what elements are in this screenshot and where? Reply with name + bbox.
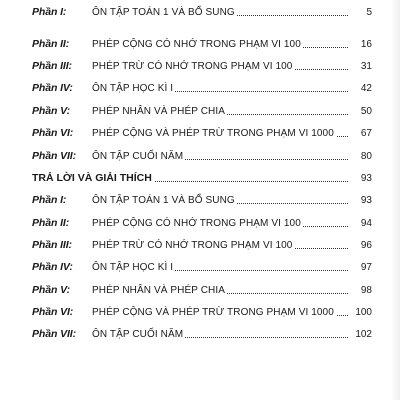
part-label: Phần IV:: [32, 82, 73, 94]
toc-row: [0, 237, 400, 251]
toc-row: [0, 215, 400, 229]
part-label: Phần IV:: [32, 261, 73, 273]
section-title: TRẢ LỜI VÀ GIẢI THÍCH: [32, 172, 152, 184]
chapter-title: ÔN TẬP HỌC KÌ I: [92, 83, 174, 94]
toc-row: [0, 103, 400, 117]
toc-row: [0, 304, 400, 318]
chapter-title: PHÉP CỘNG VÀ PHÉP TRỪ TRONG PHẠM VI 1000: [92, 307, 334, 318]
part-label: Phần III:: [32, 239, 72, 251]
page-number: 42: [360, 83, 372, 94]
page-number: 97: [360, 262, 372, 273]
toc-row: [0, 148, 400, 162]
page-number: 96: [360, 240, 372, 251]
page-number: 93: [360, 195, 372, 206]
chapter-title: PHÉP CỘNG CÓ NHỚ TRONG PHẠM VI 100: [92, 39, 301, 50]
page-number: 67: [360, 128, 372, 139]
toc-row: [0, 125, 400, 139]
page-number: 5: [366, 7, 372, 18]
chapter-title: PHÉP CỘNG CÓ NHỚ TRONG PHẠM VI 100: [92, 218, 301, 229]
toc-row: [0, 80, 400, 94]
part-label: Phần VI:: [32, 306, 74, 318]
toc-row: [0, 36, 400, 50]
toc-row: [0, 326, 400, 340]
page-edge-shadow: [390, 0, 400, 400]
page-number: 80: [360, 151, 372, 162]
section-heading-row: [0, 170, 400, 184]
page-number: 98: [360, 285, 372, 296]
part-label: Phần V:: [32, 105, 70, 117]
toc-row: [0, 259, 400, 273]
chapter-title: ÔN TẬP HỌC KÌ I: [92, 262, 174, 273]
page-number: 100: [355, 307, 372, 318]
toc-row: [0, 4, 400, 18]
page-number: 93: [360, 173, 372, 184]
part-label: Phần I:: [32, 6, 67, 18]
part-label: Phần VII:: [32, 328, 77, 340]
chapter-title: ÔN TẬP TOÁN 1 VÀ BỔ SUNG: [92, 7, 235, 18]
chapter-title: PHÉP CỘNG VÀ PHÉP TRỪ TRONG PHẠM VI 1000: [92, 128, 334, 139]
page-number: 102: [355, 329, 372, 340]
page-number: 31: [360, 61, 372, 72]
toc-row: [0, 58, 400, 72]
part-label: Phần VII:: [32, 150, 77, 162]
chapter-title: PHÉP NHÂN VÀ PHÉP CHIA: [92, 106, 225, 117]
part-label: Phần I:: [32, 194, 67, 206]
chapter-title: ÔN TẬP CUỐI NĂM: [92, 329, 184, 340]
toc-row: [0, 282, 400, 296]
chapter-title: PHÉP TRỪ CÓ NHỚ TRONG PHẠM VI 100: [92, 240, 293, 251]
part-label: Phần VI:: [32, 127, 74, 139]
page-number: 94: [360, 218, 372, 229]
chapter-title: PHÉP NHÂN VÀ PHÉP CHIA: [92, 285, 225, 296]
part-label: Phần III:: [32, 60, 72, 72]
chapter-title: ÔN TẬP CUỐI NĂM: [92, 151, 184, 162]
chapter-title: ÔN TẬP TOÁN 1 VÀ BỔ SUNG: [92, 195, 235, 206]
part-label: Phần II:: [32, 217, 70, 229]
part-label: Phần V:: [32, 284, 70, 296]
toc-row: [0, 192, 400, 206]
page-number: 50: [360, 106, 372, 117]
chapter-title: PHÉP TRỪ CÓ NHỚ TRONG PHẠM VI 100: [92, 61, 293, 72]
page-number: 16: [360, 39, 372, 50]
part-label: Phần II:: [32, 38, 70, 50]
